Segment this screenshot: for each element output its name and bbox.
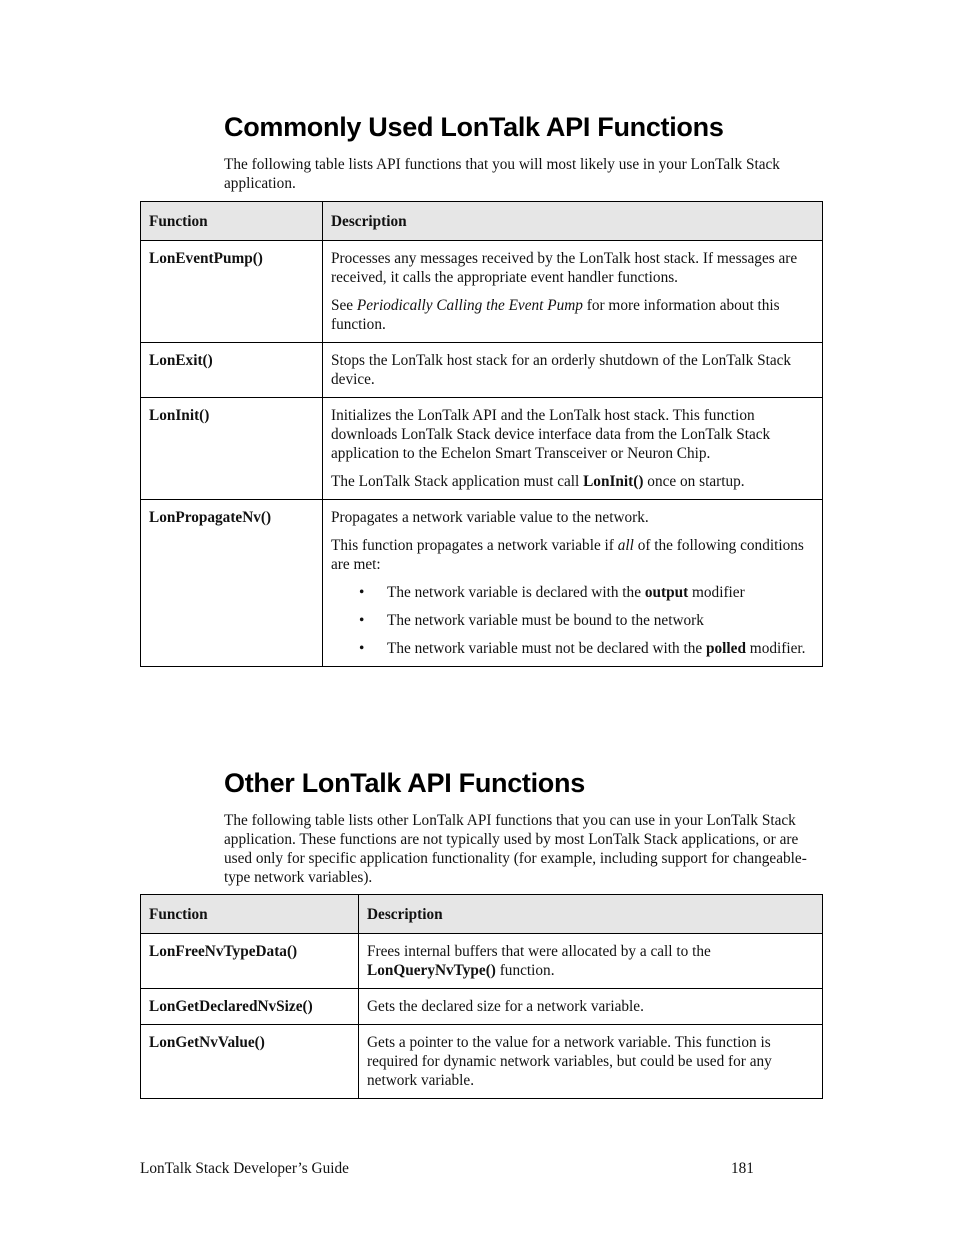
text: The network variable must not be declared with the [387,640,707,657]
section-heading-common: Commonly Used LonTalk API Functions [224,112,724,142]
description-paragraph: Processes any messages received by the LonTalk host stack. If messages are received, it calls the appropriate event handler functions. [331,250,798,286]
function-name: LonFreeNvTypeData() [141,934,359,989]
section-intro-other: The following table lists other LonTalk API functions that you can use in your LonTalk Stack application. These functions are not typically used by most LonTalk Stack applications, or are used only for specific application functionality (for example, including support for changeable-type network variables). [224,812,807,886]
column-header-function: Function [141,895,359,934]
other-functions-table [140,894,823,1099]
footer-page-number: 181 [731,1160,754,1177]
description-paragraph: Gets the declared size for a network variable. [367,998,644,1015]
description-paragraph [331,296,814,334]
function-name: LonPropagateNv() [141,500,323,667]
function-description [359,1025,823,1099]
function-description [323,398,823,500]
section-heading-other: Other LonTalk API Functions [224,768,585,798]
bullet-icon: • [359,612,365,629]
table-header-row [141,202,823,241]
text: The network variable is declared with the [387,584,645,601]
description-paragraph: Initializes the LonTalk API and the LonTalk host stack. This function downloads LonTalk Stack device interface data from the LonTalk Stack application to the Echelon Smart Transceiver or Neuron Chip. [331,407,771,462]
list-item [331,583,818,602]
emphasis: all [617,537,634,554]
table-row [141,398,823,500]
text: This function propagates a network variable if [331,537,618,554]
section-intro-common: The following table lists API functions that you will most likely use in your LonTalk Stack application. [224,156,780,192]
bullet-icon: • [359,584,365,601]
function-name: LonGetNvValue() [141,1025,359,1099]
description-paragraph: Stops the LonTalk host stack for an orderly shutdown of the LonTalk Stack device. [331,352,792,388]
text: See [331,297,357,314]
description-paragraph: Gets a pointer to the value for a network variable. This function is required for dynamic network variables, but could be used for any network variable. [367,1034,772,1089]
function-description [323,500,823,667]
function-name: LonExit() [141,343,323,398]
text: once on startup. [643,473,745,490]
text: The LonTalk Stack application must call [331,473,584,490]
table-row [141,500,823,667]
description-paragraph [331,472,814,491]
bullet-icon: • [359,640,365,657]
list-item [331,611,818,630]
column-header-function: Function [141,202,323,241]
keyword: polled [706,640,746,657]
function-name: LonInit() [141,398,323,500]
text: modifier [688,584,745,601]
text: function. [495,962,555,979]
footer-document-title: LonTalk Stack Developer’s Guide [140,1160,349,1177]
text: modifier. [745,640,806,657]
text: Frees internal buffers that were allocated by a call to the [367,943,711,960]
text: The network variable must be bound to the network [387,612,704,629]
text: of the following conditions are met: [331,537,804,573]
table-header-row [141,895,823,934]
list-item [331,639,818,658]
text: for more information about this function. [331,297,780,333]
table-row [141,241,823,343]
cross-reference: Periodically Calling the Event Pump [356,297,583,314]
function-description [323,343,823,398]
table-row [141,934,823,989]
column-header-description: Description [323,202,823,241]
function-reference: LonInit() [583,473,644,490]
function-name: LonGetDeclaredNvSize() [141,989,359,1025]
column-header-description: Description [359,895,823,934]
keyword: output [644,584,689,601]
common-functions-table [140,201,823,667]
table-row [141,343,823,398]
function-name: LonEventPump() [141,241,323,343]
function-description [359,934,823,989]
conditions-list [331,583,818,658]
description-paragraph: Propagates a network variable value to the network. [331,509,649,526]
table-row [141,1025,823,1099]
function-description [323,241,823,343]
description-paragraph [331,536,818,574]
table-row [141,989,823,1025]
function-description [359,989,823,1025]
description-paragraph [367,942,814,980]
function-reference: LonQueryNvType() [367,962,496,979]
